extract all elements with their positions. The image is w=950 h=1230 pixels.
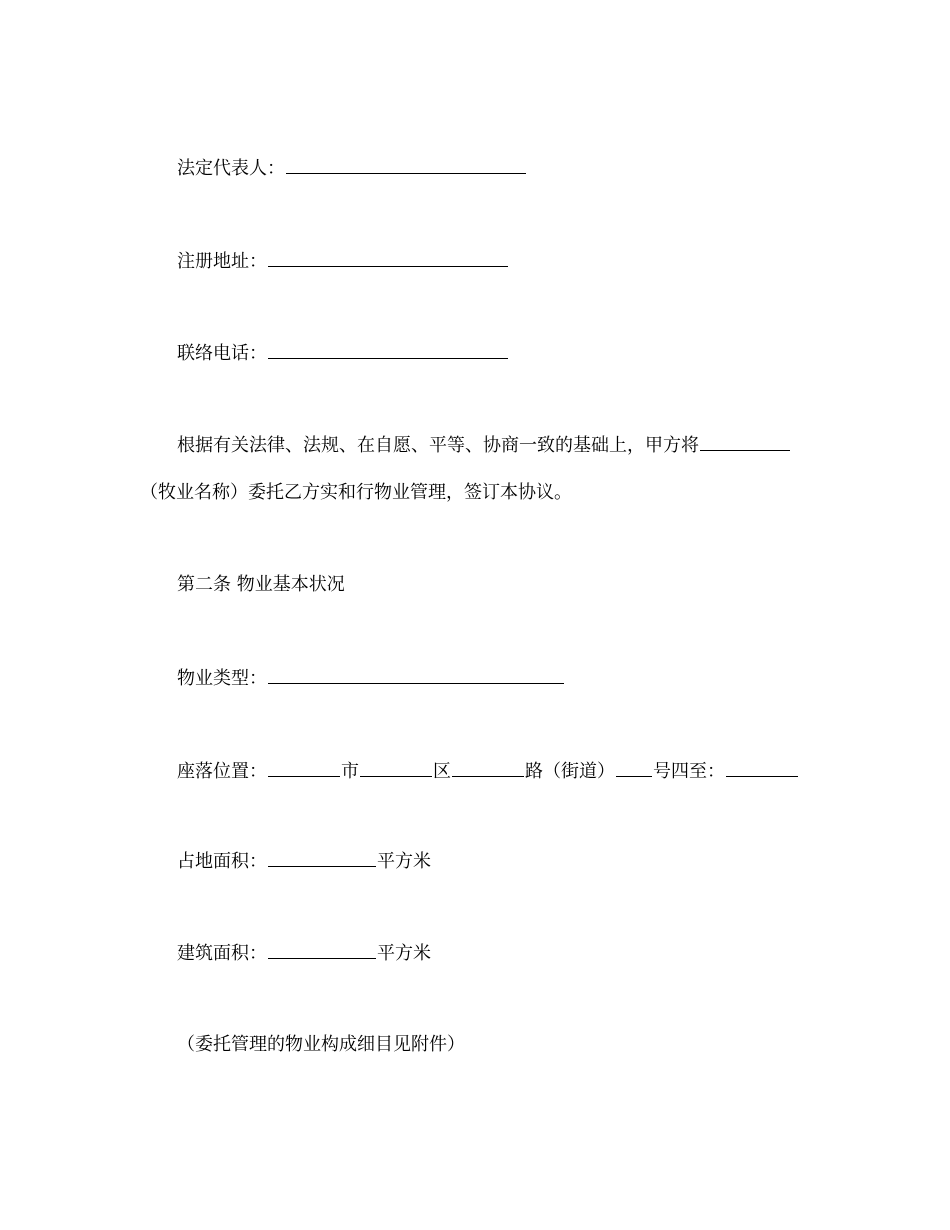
property-type-blank[interactable] (268, 665, 564, 684)
registered-address-line (177, 248, 509, 274)
legal-representative-label: 法定代表人： (177, 158, 285, 179)
property-type-line (177, 665, 565, 691)
number-blank[interactable] (616, 758, 652, 777)
city-blank[interactable] (268, 758, 340, 777)
registered-address-blank[interactable] (268, 248, 508, 267)
entrust-paragraph-line-1 (177, 432, 791, 458)
district-label: 区 (433, 761, 451, 782)
district-blank[interactable] (360, 758, 432, 777)
location-label: 座落位置： (177, 761, 267, 782)
entrust-paragraph-text-1: 根据有关法律、法规、在自愿、平等、协商一致的基础上，甲方将 (177, 435, 699, 456)
land-area-label: 占地面积： (177, 851, 267, 872)
building-area-line (177, 940, 431, 966)
boundaries-blank[interactable] (726, 758, 798, 777)
annex-note-text: （委托管理的物业构成细目见附件） (177, 1034, 465, 1055)
road-blank[interactable] (452, 758, 524, 777)
building-area-blank[interactable] (268, 940, 376, 959)
contact-phone-blank[interactable] (268, 340, 508, 359)
location-line (177, 758, 799, 784)
contact-phone-label: 联络电话： (177, 343, 267, 364)
annex-note-line (177, 1033, 465, 1057)
building-area-label: 建筑面积： (177, 943, 267, 964)
article-2-heading (177, 573, 345, 597)
road-label: 路（街道） (525, 761, 615, 782)
article-2-heading-text: 第二条 物业基本状况 (177, 574, 345, 595)
land-area-line (177, 848, 431, 874)
legal-representative-blank[interactable] (286, 155, 526, 174)
property-type-label: 物业类型： (177, 668, 267, 689)
city-label: 市 (341, 761, 359, 782)
entrust-paragraph-line-2 (140, 481, 572, 505)
registered-address-label: 注册地址： (177, 251, 267, 272)
contact-phone-line (177, 340, 509, 366)
entrust-paragraph-text-2: （牧业名称）委托乙方实和行物业管理，签订本协议。 (140, 482, 572, 503)
legal-representative-line (177, 155, 527, 181)
land-area-unit: 平方米 (377, 851, 431, 872)
number-label: 号四至： (653, 761, 725, 782)
land-area-blank[interactable] (268, 848, 376, 867)
property-name-blank[interactable] (700, 432, 790, 451)
building-area-unit: 平方米 (377, 943, 431, 964)
